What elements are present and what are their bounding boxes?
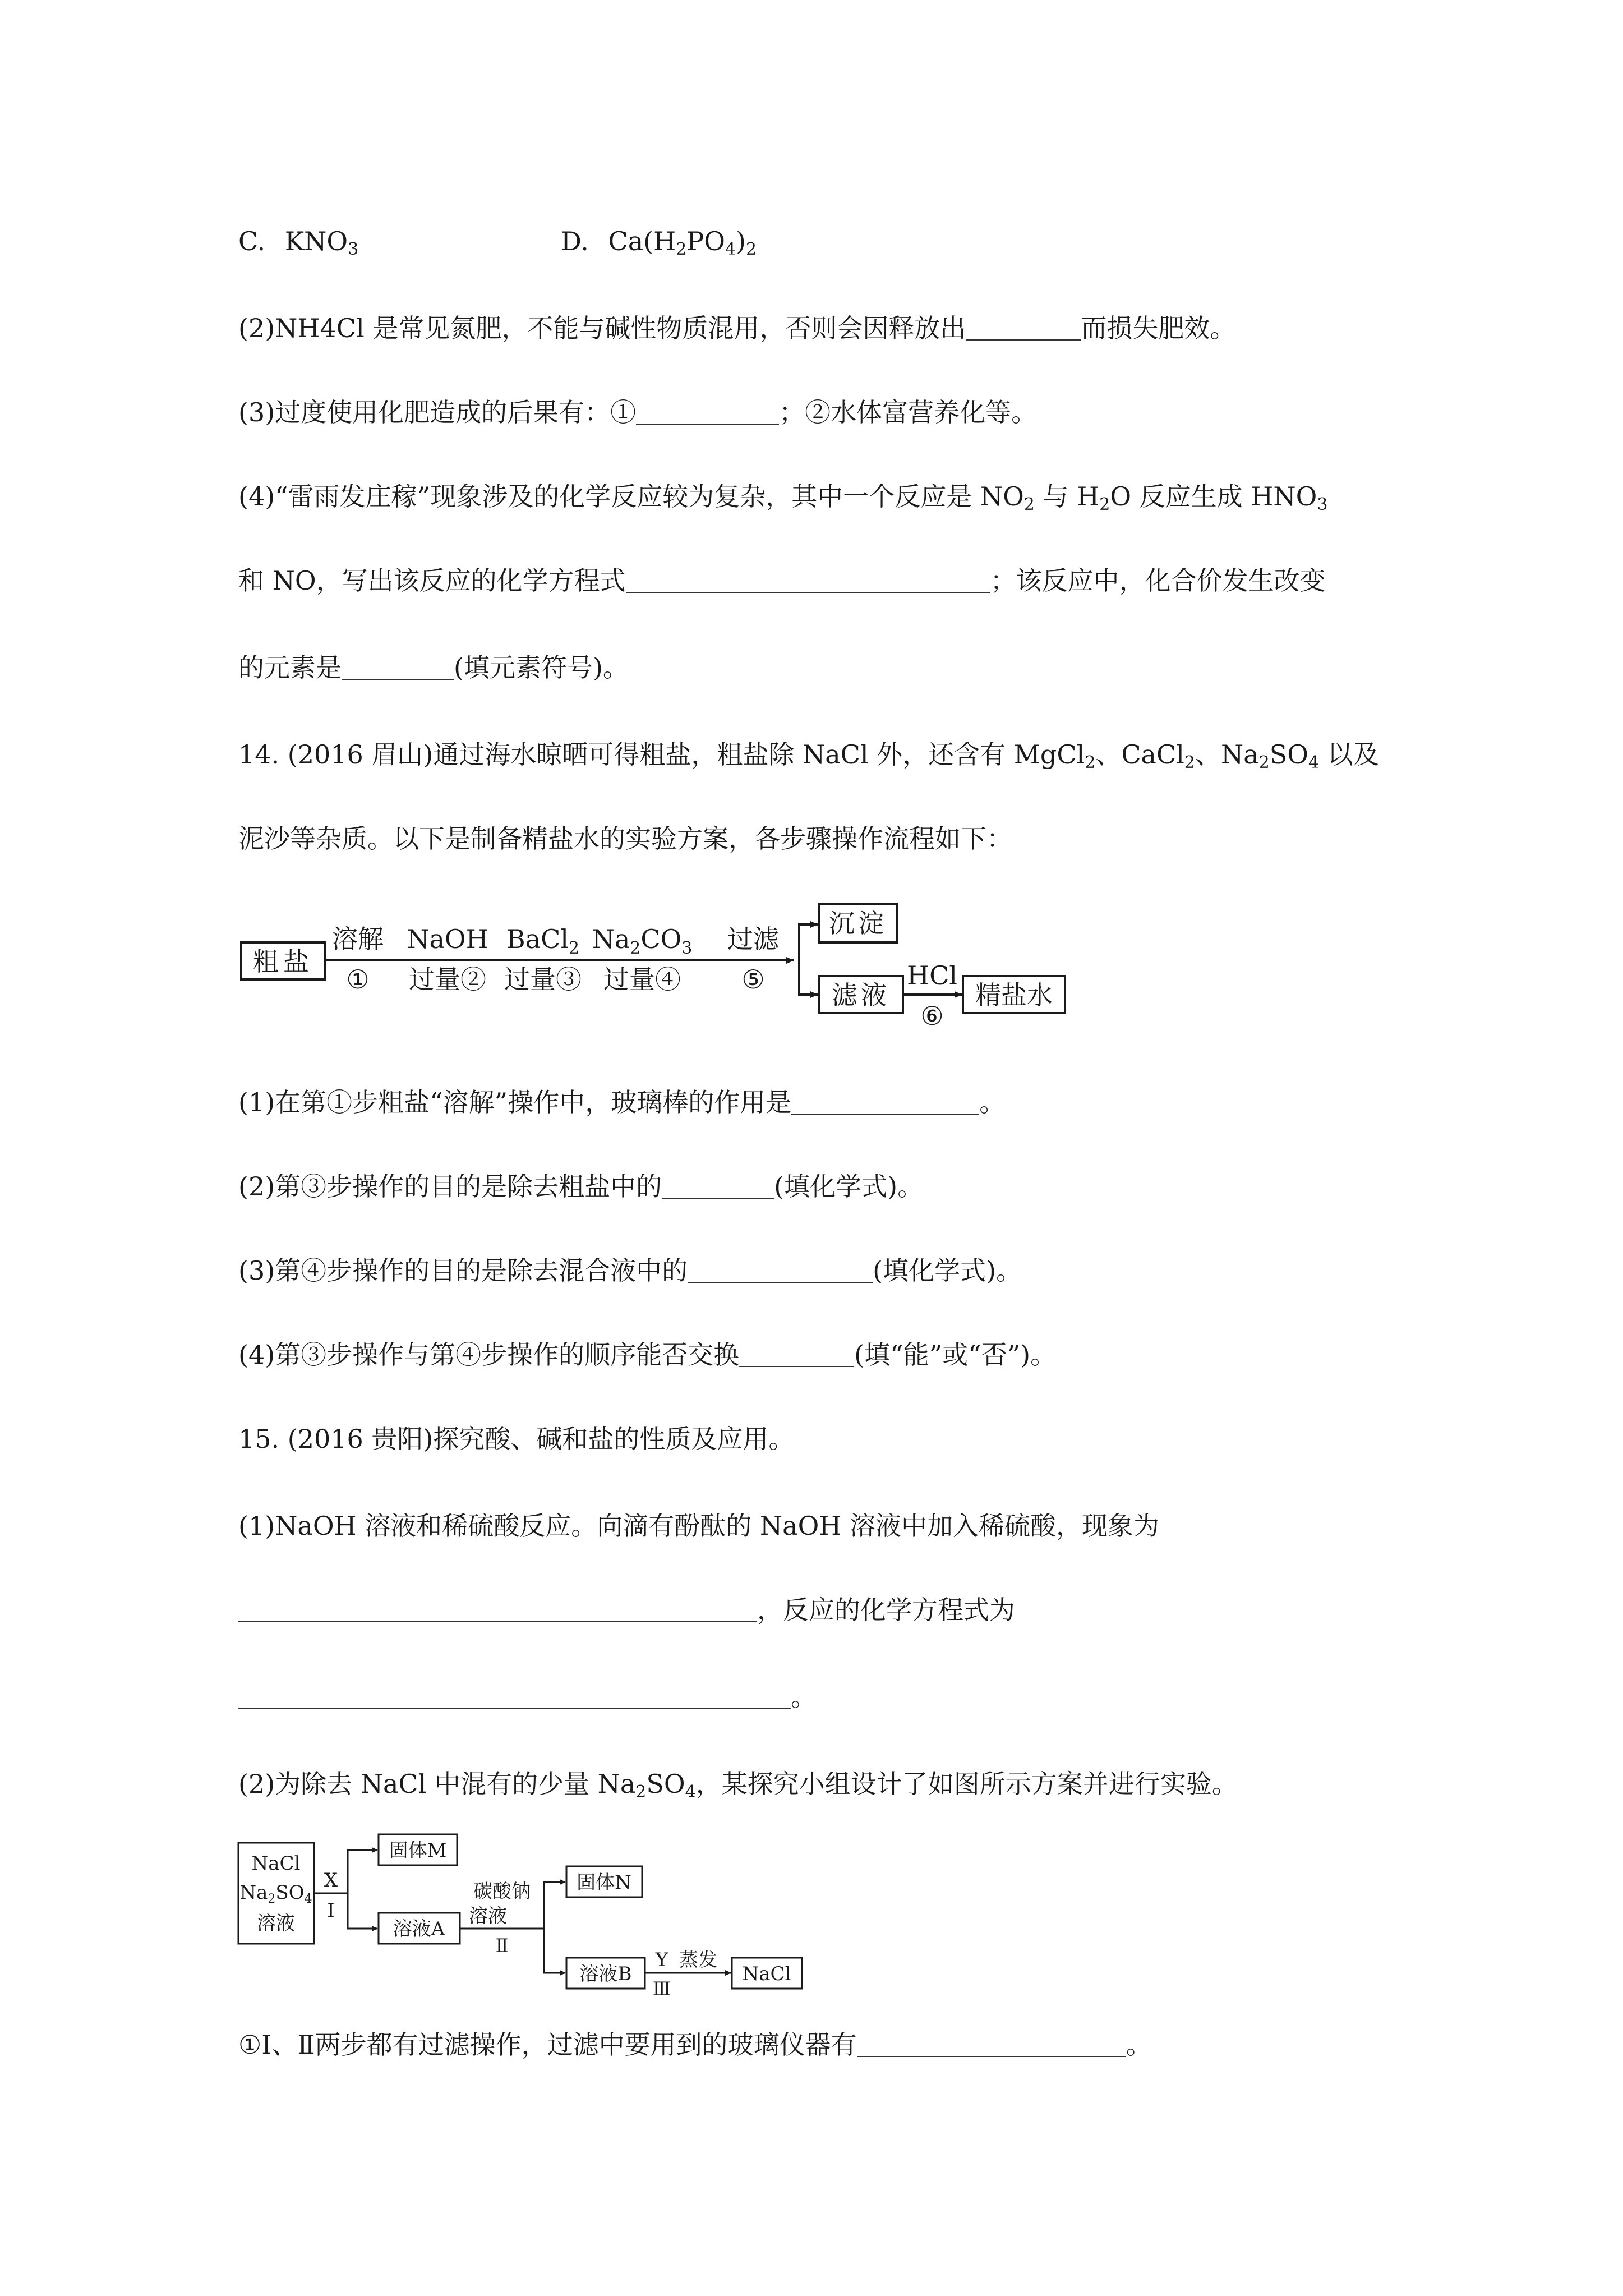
answer-blank[interactable] xyxy=(857,2031,1126,2057)
evaporation-label: 蒸发 xyxy=(679,1949,717,1971)
mixture-line3: 溶液 xyxy=(257,1912,295,1935)
solid-m-label: 固体M xyxy=(389,1839,447,1862)
option-c-label: C. xyxy=(238,226,266,256)
q13-part4-line1: (4)“雷雨发庄稼”现象涉及的化学反应较为复杂，其中一个反应是 $NO_2$ 与 $H_2O$ 反应生成 $HNO_3$ xyxy=(238,481,1328,514)
step5-number: ⑤ xyxy=(741,964,765,995)
step1-number: Ⅰ xyxy=(327,1899,335,1922)
q14-part4: (4)第③步操作与第④步操作的顺序能否交换 (填“能”或“否”)。 xyxy=(238,1340,1057,1370)
step1-number: ① xyxy=(346,964,370,995)
step3-number: Ⅲ xyxy=(652,1978,671,2000)
reagent-line2: 溶液 xyxy=(469,1905,507,1927)
step5-label: 过滤 xyxy=(727,924,779,954)
q15-subq1: ①Ⅰ、Ⅱ两步都有过滤操作，过滤中要用到的玻璃仪器有 。 xyxy=(238,2030,1152,2060)
q14-intro-line1: 14. (2016 眉山)通过海水晾晒可得粗盐，粗盐除 NaCl 外，还含有 MgCl$_2$、CaCl$_2$、$Na_2SO_4$ 以及 xyxy=(238,739,1379,772)
step2-label: NaOH xyxy=(407,924,488,954)
option-d-formula: $Ca(H_2PO_4)_2$ xyxy=(608,226,757,259)
nacl-product-label: NaCl xyxy=(742,1963,791,1985)
q14-flow-diagram xyxy=(230,892,1127,1038)
q14-part2: (2)第③步操作的目的是除去粗盐中的 (填化学式)。 xyxy=(238,1171,924,1202)
option-c-formula: $KNO_3$ xyxy=(284,226,359,259)
step1-label: 溶解 xyxy=(332,924,384,954)
q15-part1-line2: ，反应的化学方程式为 xyxy=(238,1593,1015,1627)
q15-part1-line3: 。 xyxy=(238,1680,817,1714)
answer-blank[interactable] xyxy=(626,567,990,593)
crude-salt-label: 粗盐 xyxy=(253,946,313,977)
q13-part2: (2)NH4Cl 是常见氮肥，不能与碱性物质混用，否则会因释放出 而损失肥效。 xyxy=(238,313,1236,343)
q13-part4-line3: 的元素是 (填元素符号)。 xyxy=(238,652,629,683)
q15-part2-line: (2)为除去 NaCl 中混有的少量 $Na_2SO_4$，某探究小组设计了如图所示方案并进行实验。 xyxy=(238,1769,1238,1802)
step2-note: 过量② xyxy=(409,964,486,995)
q13-options-line xyxy=(238,224,757,259)
step3-note: 过量③ xyxy=(504,964,582,995)
answer-blank[interactable] xyxy=(342,654,454,680)
answer-blank[interactable] xyxy=(238,1596,757,1622)
mixture-line1: NaCl xyxy=(251,1852,301,1875)
step3-label: BaCl$_2$ xyxy=(506,924,580,958)
answer-blank[interactable] xyxy=(238,1683,791,1709)
q14-part3: (3)第④步操作的目的是除去混合液中的 (填化学式)。 xyxy=(238,1255,1022,1286)
reagent-y: Y xyxy=(655,1949,668,1971)
q15-flow-diagram xyxy=(230,1826,819,2011)
filtrate-label: 滤液 xyxy=(832,980,890,1010)
answer-blank[interactable] xyxy=(636,399,779,425)
q14-intro-line2: 泥沙等杂质。以下是制备精盐水的实验方案，各步骤操作流程如下： xyxy=(238,823,1012,854)
step4-note: 过量④ xyxy=(603,964,681,995)
step2-number: Ⅱ xyxy=(495,1935,509,1957)
refined-brine-label: 精盐水 xyxy=(975,980,1053,1010)
q13-part3: (3)过度使用化肥造成的后果有：① ；②水体富营养化等。 xyxy=(238,397,1038,427)
reagent-x: X xyxy=(324,1869,338,1892)
answer-blank[interactable] xyxy=(662,1173,774,1199)
reagent-line1: 碳酸钠 xyxy=(473,1880,531,1903)
q15-part1-line1: (1)NaOH 溶液和稀硫酸反应。向滴有酚酞的 NaOH 溶液中加入稀硫酸，现象为 xyxy=(238,1511,1160,1541)
solid-n-label: 固体N xyxy=(577,1871,631,1894)
solution-a-label: 溶液A xyxy=(393,1918,445,1940)
answer-blank[interactable] xyxy=(688,1257,873,1283)
q13-part4-line2: 和 NO，写出该反应的化学方程式 ；该反应中，化合价发生改变 xyxy=(238,565,1326,596)
option-d xyxy=(561,224,757,258)
step4-label: $Na_2CO_3$ xyxy=(592,924,693,958)
solution-b-label: 溶液B xyxy=(579,1963,632,1985)
q15-title: 15. (2016 贵阳)探究酸、碱和盐的性质及应用。 xyxy=(238,1424,795,1454)
mixture-line2: $Na_2SO_4$ xyxy=(239,1881,312,1906)
step6-label: HCl xyxy=(906,960,958,991)
option-d-label: D. xyxy=(561,226,589,256)
step6-number: ⑥ xyxy=(920,1001,944,1031)
q14-part1: (1)在第①步粗盐“溶解”操作中，玻璃棒的作用是 。 xyxy=(238,1087,1006,1117)
precipitate-label: 沉淀 xyxy=(829,908,887,938)
answer-blank[interactable] xyxy=(739,1341,854,1367)
answer-blank[interactable] xyxy=(791,1089,979,1115)
answer-blank[interactable] xyxy=(966,315,1081,341)
